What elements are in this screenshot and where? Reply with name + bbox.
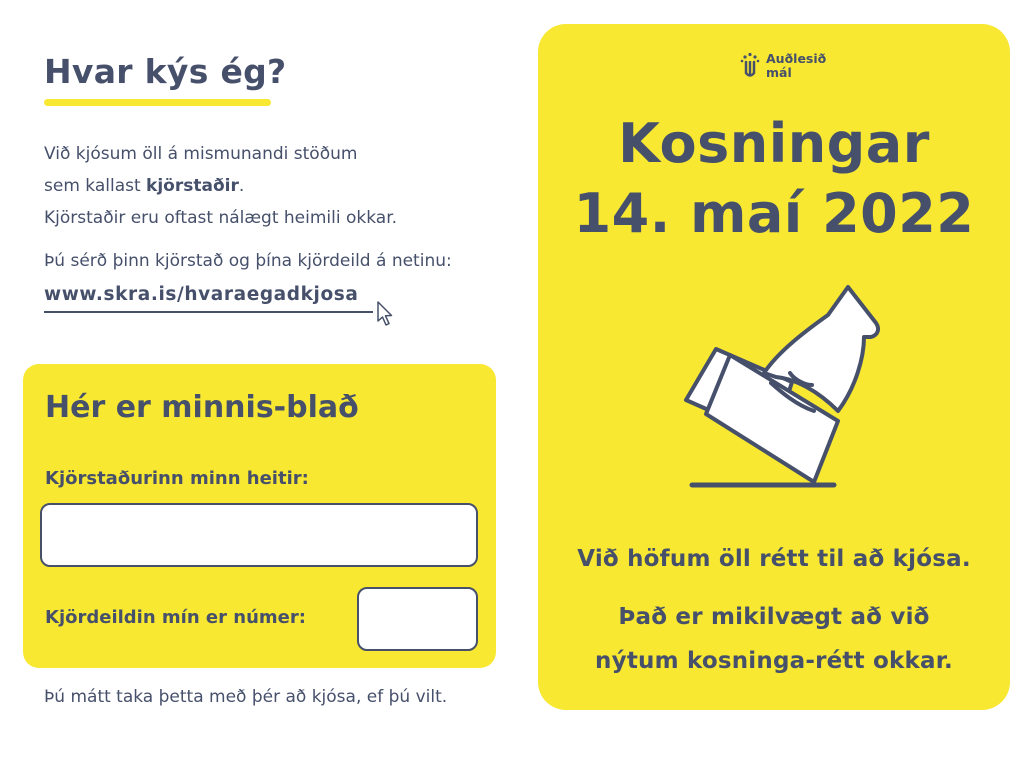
audlesid-logo <box>738 49 838 89</box>
polling-place-label: Kjörstaðurinn minn heitir: <box>45 468 309 489</box>
right-to-vote-text: Við höfum öll rétt til að kjósa. <box>577 546 971 572</box>
online-info-text: Þú sérð þinn kjörstað og þína kjördeild á netinu: <box>44 251 452 271</box>
memo-title: Hér er minnis-blað <box>45 390 359 425</box>
intro-line-2: sem kallast kjörstaðir. <box>44 176 245 196</box>
kjorstadir-bold: kjörstaðir <box>146 176 239 196</box>
intro-line-1: Við kjósum öll á mismunandi stöðum <box>44 144 358 164</box>
ward-number-field[interactable] <box>357 587 478 651</box>
election-title: Kosningar <box>618 112 930 175</box>
election-card <box>538 24 1010 710</box>
audlesid-logo-icon <box>738 51 762 81</box>
intro-paragraph <box>44 138 397 234</box>
audlesid-logo-text: Auðlesið mál <box>766 51 827 80</box>
heading-underline <box>44 99 271 106</box>
skra-link[interactable]: www.skra.is/hvaraegadkjosa <box>44 284 373 313</box>
polling-place-field[interactable] <box>40 503 478 567</box>
footer-note: Þú mátt taka þetta með þér að kjósa, ef þú vilt. <box>44 687 448 707</box>
importance-text-1: Það er mikilvægt að við <box>618 604 930 630</box>
page-heading: Hvar kýs ég? <box>44 52 287 91</box>
ballot-hand-icon <box>666 279 896 494</box>
intro-line-3: Kjörstaðir eru oftast nálægt heimili okkar. <box>44 208 398 228</box>
cursor-arrow-icon <box>375 300 395 328</box>
ward-number-label: Kjördeildin mín er númer: <box>45 607 306 628</box>
election-date: 14. maí 2022 <box>573 182 975 245</box>
memo-card <box>23 364 496 668</box>
importance-text-2: nýtum kosninga-rétt okkar. <box>595 648 953 674</box>
